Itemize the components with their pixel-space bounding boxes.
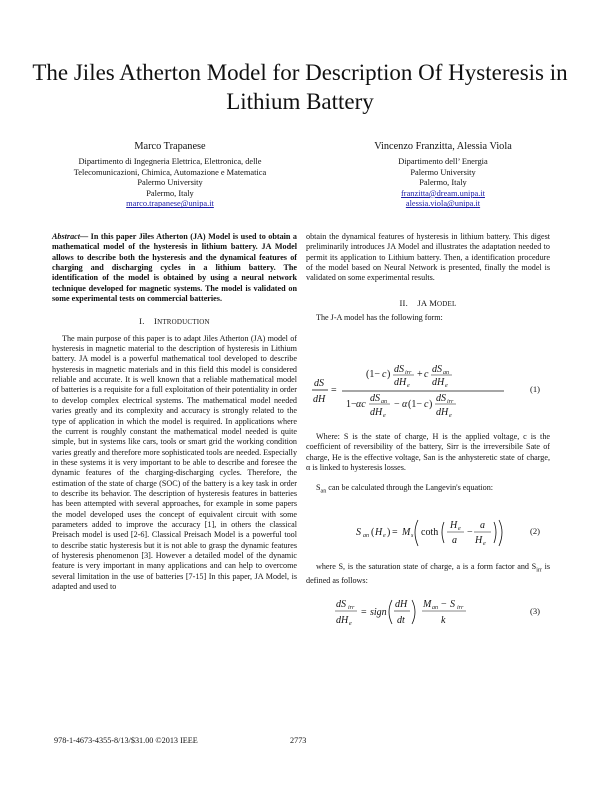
- svg-text:H: H: [375, 527, 383, 538]
- svg-text:dH: dH: [336, 615, 349, 626]
- svg-text:H: H: [450, 520, 458, 531]
- svg-text:S: S: [450, 599, 455, 610]
- svg-text:dS: dS: [370, 393, 380, 404]
- svg-text:an: an: [443, 370, 449, 376]
- svg-text:dS: dS: [432, 364, 442, 375]
- svg-text:M: M: [402, 527, 411, 538]
- svg-text:(1−: (1−: [408, 399, 422, 410]
- svg-text:dS: dS: [314, 378, 324, 389]
- svg-text:dt: dt: [397, 615, 405, 626]
- author-city: Palermo, Italy: [146, 188, 194, 198]
- body-paragraph: Where: S is the state of charge, H is the applied voltage, c is the coefficient of reversibility of the battery, Sirr is the irreversibile Sate of charge, He is the effective voltage, San is the anhysteretic state of charge, α is linked to hysteresis losses.: [306, 432, 550, 473]
- svg-text:(1−: (1−: [366, 369, 380, 380]
- svg-text:e: e: [349, 621, 352, 627]
- equation-1: [306, 360, 550, 422]
- equation-2-graphic: [306, 512, 550, 552]
- svg-text:c: c: [382, 369, 387, 380]
- svg-text:=: =: [361, 607, 367, 618]
- author-city: Palermo, Italy: [419, 178, 467, 188]
- body-paragraph: The J-A model has the following form:: [316, 313, 443, 323]
- svg-text:1−: 1−: [346, 399, 357, 410]
- svg-text:c: c: [424, 399, 429, 410]
- svg-text:dS: dS: [436, 393, 446, 404]
- svg-text:H: H: [475, 535, 483, 546]
- author-email-link[interactable]: marco.trapanese@unipa.it: [126, 199, 214, 209]
- author-affiliation: Dipartimento dell’ Energia: [398, 157, 488, 166]
- author-university: Palermo University: [410, 167, 476, 177]
- svg-text:M: M: [423, 599, 432, 610]
- svg-text:−: −: [394, 399, 400, 410]
- body-paragraph: $S_{an}$ can be calculated through the Langevin's equation:: [316, 483, 494, 495]
- svg-text:s: s: [411, 533, 414, 539]
- right-column-continued: [306, 562, 550, 586]
- svg-text:c: c: [424, 369, 429, 380]
- author-email-link[interactable]: franzitta@dream.unipa.it: [401, 188, 485, 198]
- equation-number: (2): [530, 526, 541, 536]
- svg-text:+: +: [417, 369, 423, 380]
- equation-3-graphic: [306, 592, 550, 632]
- author-affiliation: Telecomunicazioni, Chimica, Automazione e Matematica: [73, 167, 267, 177]
- svg-text:dH: dH: [370, 407, 383, 418]
- svg-text:irr: irr: [348, 605, 355, 611]
- svg-text:irr: irr: [457, 605, 464, 611]
- svg-text:dH: dH: [394, 377, 407, 388]
- svg-text:(: (: [371, 527, 375, 538]
- svg-text:αc: αc: [356, 399, 366, 410]
- equation-1-graphic: [306, 360, 550, 422]
- svg-text:a: a: [480, 520, 485, 531]
- abstract-label: Abstract: [52, 232, 80, 241]
- author-block-right: [318, 140, 568, 210]
- abstract-dash: —: [80, 232, 91, 241]
- svg-text:e: e: [483, 541, 486, 547]
- svg-text:=: =: [392, 527, 398, 538]
- right-column: [306, 232, 550, 323]
- svg-text:dH: dH: [395, 599, 408, 610]
- svg-text:dH: dH: [313, 394, 326, 405]
- svg-text:k: k: [441, 615, 446, 626]
- right-column-continued: [306, 432, 550, 497]
- svg-text:a: a: [452, 535, 457, 546]
- footer-page-number: 2773: [290, 736, 307, 745]
- svg-text:e: e: [407, 383, 410, 389]
- svg-text:−: −: [467, 527, 473, 538]
- svg-text:an: an: [381, 399, 387, 405]
- svg-text:dH: dH: [432, 377, 445, 388]
- equation-3: [306, 592, 550, 632]
- left-column: [52, 232, 297, 592]
- body-paragraph: obtain the dynamical features of hysteresis in lithium battery. This digest preliminarily introduces JA Model and illustrates the adaptation needed to permit its application to Lithium battery. Then, a identification procedure of the model based on Neural Network is presented, finally the model is validated on some experimental results.: [306, 232, 550, 283]
- svg-text:−: −: [441, 599, 447, 610]
- svg-text:irr: irr: [405, 370, 412, 376]
- svg-text:): ): [387, 369, 391, 380]
- svg-text:an: an: [432, 605, 438, 611]
- abstract: [52, 232, 297, 304]
- svg-text:dH: dH: [436, 407, 449, 418]
- svg-text:dS: dS: [336, 599, 346, 610]
- equation-2: [306, 512, 550, 552]
- svg-text:): ): [429, 399, 433, 410]
- svg-text:=: =: [331, 385, 337, 396]
- svg-text:coth: coth: [421, 527, 439, 538]
- svg-text:sign: sign: [370, 607, 387, 618]
- svg-text:S: S: [356, 527, 361, 538]
- equation-number: (3): [530, 606, 541, 616]
- abstract-text: In this paper Jiles Atherton (JA) Model is used to obtain a mathematical model of the hysteresis in lithium battery. JA Model allows to describe both the hysteresis and the dynamical features of charging and discharging cycles in a lithium battery. The identification of the model is obtained by using a neural network technique developed for magnetic systems. The model is validated on some experimental tests on commercial batteries.: [52, 232, 297, 304]
- author-name: Vincenzo Franzitta, Alessia Viola: [374, 141, 512, 152]
- svg-text:e: e: [383, 533, 386, 539]
- svg-text:): ): [387, 527, 391, 538]
- paper-title: The Jiles Atherton Model for Description Of Hysteresis in Lithium Battery: [32, 60, 568, 114]
- svg-text:e: e: [445, 383, 448, 389]
- svg-text:α: α: [402, 399, 408, 410]
- author-block-left: [40, 140, 300, 210]
- body-paragraph: where S, is the saturation state of charge, a is a form factor and $S_{irr}$ is defined as follows:: [306, 562, 550, 585]
- svg-text:dS: dS: [394, 364, 404, 375]
- author-name: Marco Trapanese: [134, 141, 206, 152]
- footer-isbn: 978-1-4673-4355-8/13/$31.00 ©2013 IEEE: [54, 736, 198, 745]
- svg-text:irr: irr: [447, 399, 454, 405]
- section-heading-ja-model: II. JA MODEL: [399, 297, 457, 308]
- svg-text:e: e: [449, 413, 452, 419]
- svg-text:e: e: [383, 413, 386, 419]
- svg-text:e: e: [458, 526, 461, 532]
- equation-number: (1): [530, 384, 541, 394]
- section-heading-introduction: I. INTRODUCTION: [139, 316, 210, 327]
- introduction-paragraph: The main purpose of this paper is to adapt Jiles Atherton (JA) model of hysteresis in magnetic material to the description of hysteresis in Lithium battery. JA model is a powerful mathematical tool developed to describe hysteresis in magnetic materials and in this field this model is considered reliable and accurate. It is well known that a reliable mathematical model of batteries is a requisite for a full exploitation of their potentiality in order to develop complex electrical systems. The mathematical model needed varies greatly and its complexity and accuracy is strongly related to the type of application in which the model is required. In applications where the current is roughly constant the mathematical model needed is quite simple, but in systems like cars, tools or smart grid the working condition varies greatly and therefore more sophisticated tools are needed. Especially in these systems it is very important to be able to describe and foresee the dynamic features of the charging-discharging cycles. Therefore, the estimation of the state of charge (SOC) of the battery is a key task in order to describe its behavior. The description of hysteresis features in batteries has been attempted with several approaches, for example in some papers the model developed uses the concept of equivalent circuit with some parameters added to improve the accuracy [1], in others the classical Preisach model is used [2-6]. Classical Preisach Model is a powerful tool to describe static hysteresis but it is not able to grasp the dynamic features of hysteresis phenomenon [3]. However a detailed model of the dynamic feature is very important in many applications and can help to overcome several limitation in the use of batteries [7-15] In this paper, JA Model, is adapted and used to: [52, 333, 298, 591]
- author-email-link[interactable]: alessia.viola@unipa.it: [405, 199, 481, 209]
- author-university: Palermo University: [137, 178, 203, 188]
- author-affiliation: Dipartimento di Ingegneria Elettrica, Elettronica, delle: [78, 157, 262, 166]
- svg-text:an: an: [363, 533, 369, 539]
